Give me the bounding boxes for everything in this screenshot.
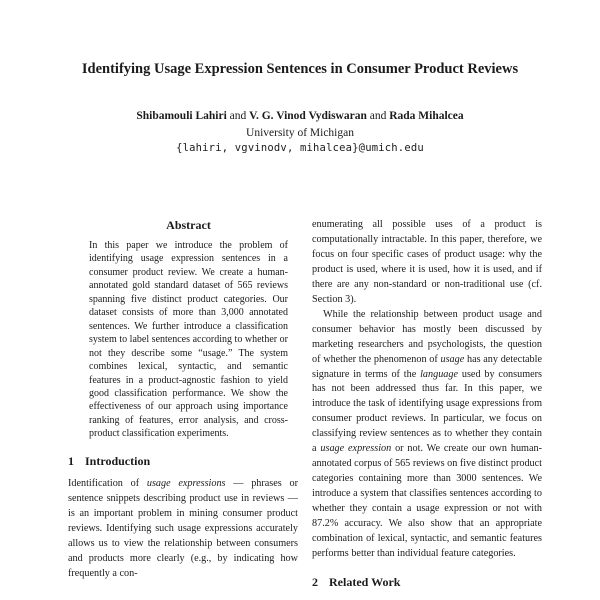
- section-heading-related-work: [312, 575, 542, 590]
- section-heading-introduction: [68, 454, 298, 469]
- introduction-paragraph: Identification of usage expressions — phrases or sentence snippets describing product use in reviews — is an important problem in mining consumer product reviews. Identifying such usage expressions accurately allows us to view the relationship between consumers and products more clearly (e.g., by indicating how frequently a con-: [68, 477, 298, 579]
- affiliation: University of Michigan: [246, 127, 354, 139]
- right-column: [312, 218, 542, 598]
- left-column: [68, 218, 298, 598]
- two-column-body: [0, 218, 600, 598]
- related-work-section-title: Related Work: [329, 574, 401, 589]
- introduction-section-title: Introduction: [85, 453, 151, 468]
- continuation-paragraph: enumerating all possible uses of a product is computationally intractable. In this paper, therefore, we focus on four specific cases of product usage: why the product is used, where it is used, how it is used, and if there are any non-standard or non-traditional use (cf. Section 3).: [312, 219, 542, 305]
- usage-language-paragraph: While the relationship between product usage and consumer behavior has mostly been discussed by marketing researchers and psychologists, the question of whether the phenomenon of usage has any detectable signature in terms of the language used by consumers has not been addressed thus far. In this paper, we introduce the task of identifying usage expressions from consumer product reviews. In particular, we focus on classifying review sentences as to whether they contain a usage expression or not. We create our own human-annotated corpus of 565 reviews on five distinct product categories containing more than 3000 sentences. We introduce a system that classifies sentences according to whether they contain a usage expression or not with 87.2% accuracy. We also show that an appropriate combination of lexical, syntactic, and semantic features performs better than individual feature categories.: [312, 308, 542, 559]
- related-work-section-number: 2: [312, 574, 318, 589]
- introduction-section-number: 1: [68, 453, 74, 468]
- email-line: {lahiri, vgvinodv, mihalcea}@umich.edu: [176, 142, 424, 154]
- paper-title: Identifying Usage Expression Sentences in Consumer Product Reviews: [81, 61, 519, 77]
- abstract-heading: Abstract: [166, 218, 211, 232]
- abstract-text: In this paper we introduce the problem of identifying usage expression sentences in a consumer product review. We create a human-annotated gold standard dataset of 565 reviews spanning five distinct product categories. Our dataset consists of more than 3,000 annotated sentences. We further introduce a classification system to label sentences according to whether or not they describe some “usage.” The system combines lexical, syntactic, and semantic features in a product-agnostic fashion to yield good classification performance. We show the effectiveness of our approach using importance ranking of features, error analysis, and cross-product classification experiments.: [89, 240, 288, 440]
- author-line: Shibamouli Lahiri and V. G. Vinod Vydiswaran and Rada Mihalcea: [136, 110, 464, 122]
